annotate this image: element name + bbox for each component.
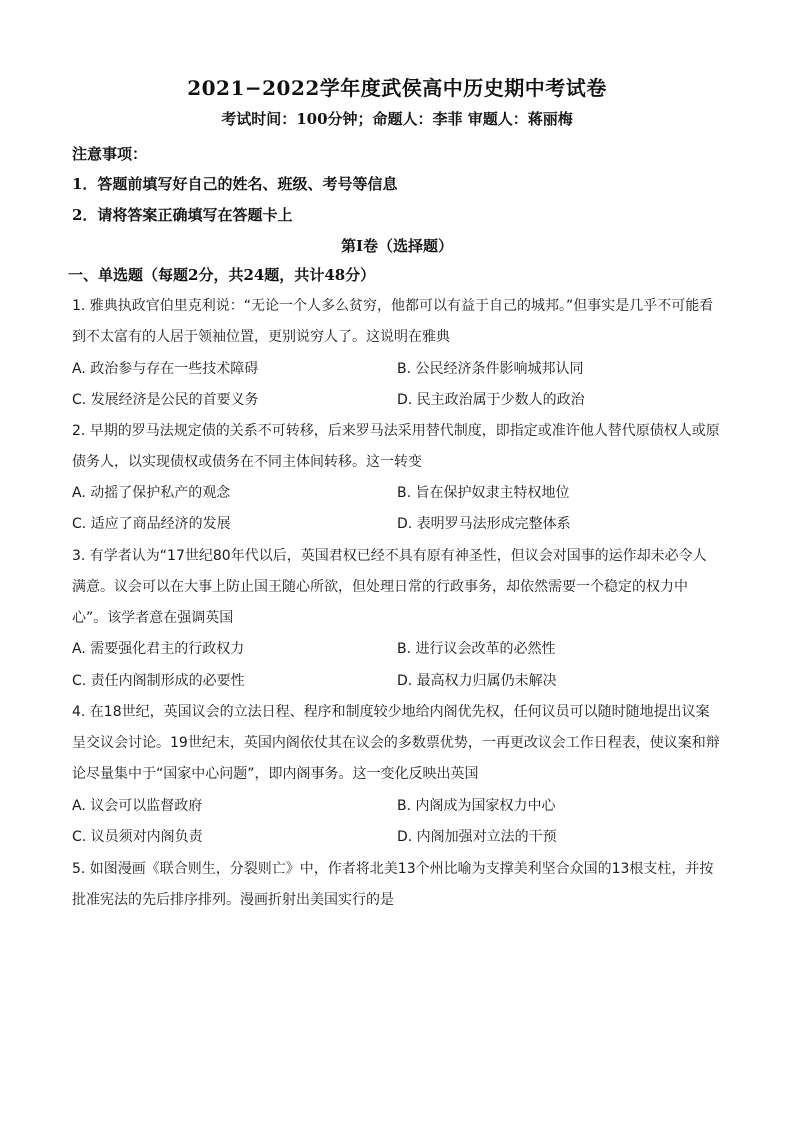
question-3-line: 心”。该学者意在强调英国	[72, 610, 234, 626]
question-3-line: 3. 有学者认为“17世纪80年代以后，英国君权已经不具有原有神圣性，但议会对国事的运作却未必令人	[72, 548, 707, 564]
question-5-line: 5. 如图漫画《联合则生，分裂则亡》中，作者将北美13个州比喻为支撑美利坚合众国的13根支柱，并按	[72, 861, 714, 877]
question-2-option-c: C. 适应了商品经济的发展	[72, 516, 231, 532]
question-3-line: 满意。议会可以在大事上防止国王随心所欲，但处理日常的行政事务，却依然需要一个稳定的权力中	[72, 579, 688, 595]
question-1-line: 1. 雅典执政官伯里克利说：“无论一个人多么贫穷，他都可以有益于自己的城邦。”但事实是几乎不可能看	[72, 298, 714, 314]
part-title: 第I卷（选择题）	[340, 237, 454, 255]
notice-heading: 注意事项：	[72, 145, 148, 163]
question-1-option-d: D. 民主政治属于少数人的政治	[397, 392, 585, 408]
question-4-option-b: B. 内阁成为国家权力中心	[397, 798, 556, 814]
exam-subtitle: 考试时间：100分钟；命题人：李菲 审题人：蒋丽梅	[221, 110, 573, 128]
question-1-option-c: C. 发展经济是公民的首要义务	[72, 392, 259, 408]
question-4-line: 论尽量集中于“国家中心问题”，即内阁事务。这一变化反映出英国	[72, 766, 479, 782]
question-3-option-a: A. 需要强化君主的行政权力	[72, 641, 245, 657]
question-3-option-b: B. 进行议会改革的必然性	[397, 641, 556, 657]
question-4-option-c: C. 议员须对内阁负责	[72, 829, 203, 845]
question-1-option-b: B. 公民经济条件影响城邦认同	[397, 361, 584, 377]
question-2-option-d: D. 表明罗马法形成完整体系	[397, 516, 571, 532]
question-4-line: 4. 在18世纪，英国议会的立法日程、程序和制度较少地给内阁优先权，任何议员可以随时随地提出议案	[72, 704, 710, 720]
section-title: 一、单选题（每题2分，共24题，共计48分）	[68, 266, 376, 284]
question-2-line: 债务人，以实现债权或债务在不同主体间转移。这一转变	[72, 454, 422, 470]
question-1-option-a: A. 政治参与存在一些技术障碍	[72, 361, 259, 377]
question-4-line: 呈交议会讨论。19世纪末，英国内阁依仗其在议会的多数票优势，一再更改议会工作日程表，使议案和辩	[72, 735, 720, 751]
question-4-option-a: A. 议会可以监督政府	[72, 798, 203, 814]
question-1-line: 到不太富有的人居于领袖位置，更别说穷人了。这说明在雅典	[72, 329, 450, 345]
question-5-line: 批准宪法的先后排序排列。漫画折射出美国实行的是	[72, 892, 394, 908]
question-3-option-c: C. 责任内阁制形成的必要性	[72, 673, 245, 689]
exam-title: 2021−2022学年度武侯高中历史期中考试卷	[187, 76, 607, 100]
question-4-option-d: D. 内阁加强对立法的干预	[397, 829, 557, 845]
question-3-option-d: D. 最高权力归属仍未解决	[397, 673, 557, 689]
question-2-option-b: B. 旨在保护奴隶主特权地位	[397, 485, 570, 501]
notice-item: 1．答题前填写好自己的姓名、班级、考号等信息	[72, 175, 398, 193]
question-2-line: 2. 早期的罗马法规定债的关系不可转移，后来罗马法采用替代制度，即指定或准许他人替代原债权人或原	[72, 423, 720, 439]
question-2-option-a: A. 动摇了保护私产的观念	[72, 485, 231, 501]
notice-item: 2．请将答案正确填写在答题卡上	[72, 206, 293, 224]
